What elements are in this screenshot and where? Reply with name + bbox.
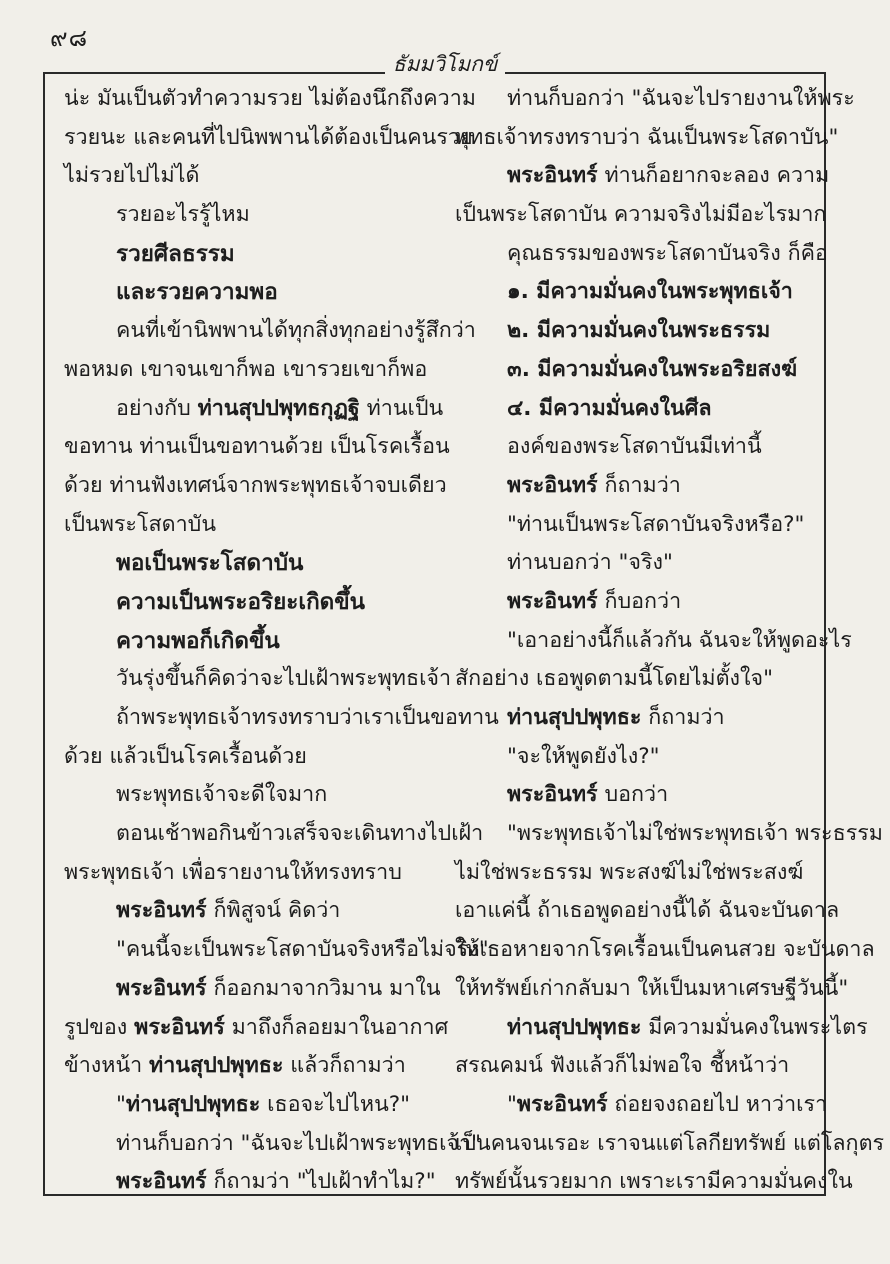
text-line: ขอทาน ท่านเป็นขอทานด้วย เป็นโรคเรื้อน <box>64 434 450 460</box>
text-line: รวยนะ และคนที่ไปนิพพานได้ต้องเป็นคนรวย <box>64 124 473 150</box>
text-line: ท่านก็บอกว่า "ฉันจะไปรายงานให้พระ <box>507 86 855 111</box>
text-line: "เอาอย่างนี้ก็แล้วกัน ฉันจะให้พูดอะไร <box>507 627 852 653</box>
text-line: พุทธเจ้าทรงทราบว่า ฉันเป็นพระโสดาบัน" <box>455 124 839 150</box>
text-line: คนที่เข้านิพพานได้ทุกสิ่งทุกอย่างรู้สึกว่า <box>116 318 476 344</box>
text-segment: " <box>116 1091 126 1117</box>
text-segment: แล้วก็ถามว่า <box>283 1053 406 1079</box>
text-line: ไม่ใช่พระธรรม พระสงฆ์ไม่ใช่พระสงฆ์ <box>455 859 804 885</box>
running-head-text: ธัมมวิโมกข์ <box>385 52 506 76</box>
text-segment: ก็ถามว่า <box>641 705 725 730</box>
text-segment: " <box>507 1091 517 1117</box>
text-line: ไม่รวยไปไม่ได้ <box>64 163 200 189</box>
text-line: น่ะ มันเป็นตัวทำความรวย ไม่ต้องนึกถึงความ <box>64 86 476 111</box>
text-line: ท่านก็บอกว่า "ฉันจะไปเฝ้าพระพุทธเจ้า" <box>116 1130 482 1156</box>
text-line: รวยอะไรรู้ไหม <box>116 202 250 228</box>
text-line: ท่านบอกว่า "จริง" <box>507 550 673 576</box>
text-line <box>64 1009 449 1048</box>
bold-name: พระอินทร์ <box>116 1169 207 1195</box>
text-line <box>455 157 830 196</box>
text-line: คุณธรรมของพระโสดาบันจริง ก็คือ <box>507 240 828 266</box>
text-segment: มีความมั่นคงในพระไตร <box>641 1014 868 1040</box>
bold-name: พระอินทร์ <box>516 1091 608 1117</box>
text-line: ตอนเช้าพอกินข้าวเสร็จจะเดินทางไปเฝ้า <box>116 821 484 847</box>
text-line: สักอย่าง เธอพูดตามนี้โดยไม่ตั้งใจ" <box>455 666 774 692</box>
text-line: ๑. มีความมั่นคงในพระพุทธเจ้า <box>507 279 793 305</box>
text-line: "คนนี้จะเป็นพระโสดาบันจริงหรือไม่จริง" <box>116 937 489 963</box>
text-segment: ก็ถามว่า <box>597 472 681 498</box>
text-segment: ข้างหน้า <box>64 1053 150 1079</box>
left-column <box>64 80 499 1202</box>
text-segment: บอกว่า <box>597 782 669 808</box>
text-line: ๓. มีความมั่นคงในพระอริยสงฆ์ <box>507 356 798 382</box>
text-line: และรวยความพอ <box>116 279 278 306</box>
text-line: พอเป็นพระโสดาบัน <box>116 550 304 577</box>
text-line <box>455 583 815 622</box>
text-line: "พระพุทธเจ้าไม่ใช่พระพุทธเจ้า พระธรรม <box>507 821 883 847</box>
text-line: เป็นพระโสดาบัน ความจริงไม่มีอะไรมาก <box>455 202 827 228</box>
text-line: "ท่านเป็นพระโสดาบันจริงหรือ?" <box>507 511 805 537</box>
text-line <box>455 776 815 815</box>
bold-name: ท่านสุปปพุทธะ <box>507 1014 642 1040</box>
text-line: ถ้าพระพุทธเจ้าทรงทราบว่าเราเป็นขอทาน <box>116 705 499 730</box>
bold-name: พระอินทร์ <box>507 472 598 498</box>
bold-name: พระอินทร์ <box>134 1014 225 1040</box>
text-line: วันรุ่งขึ้นก็คิดว่าจะไปเฝ้าพระพุทธเจ้า <box>116 666 452 692</box>
text-line: ๔. มีความมั่นคงในศีล <box>507 395 712 421</box>
text-line: ความพอก็เกิดขึ้น <box>116 627 280 654</box>
text-line <box>455 1086 828 1125</box>
bold-name: ท่านสุปปพุทธะ <box>507 705 642 730</box>
text-segment: ท่านเป็น <box>359 395 444 421</box>
right-column <box>455 80 885 1202</box>
text-line: เอาแค่นี้ ถ้าเธอพูดอย่างนี้ได้ ฉันจะบันดาล <box>455 898 840 924</box>
text-line: ความเป็นพระอริยะเกิดขึ้น <box>116 588 366 615</box>
text-line: พระพุทธเจ้า เพื่อรายงานให้ทรงทราบ <box>64 859 402 885</box>
page-number: ๙๘ <box>50 24 89 52</box>
text-line: พอหมด เขาจนเขาก็พอ เขารวยเขาก็พอ <box>64 356 428 382</box>
bold-name: ท่านสุปปพุทธะ <box>125 1091 261 1117</box>
text-line: รวยศีลธรรม <box>116 240 235 267</box>
text-line <box>64 970 444 1009</box>
text-line <box>455 699 815 738</box>
text-line: เป็นคนจนเรอะ เราจนแต่โลกียทรัพย์ แต่โลกุตร <box>455 1130 885 1156</box>
text-line <box>64 1163 444 1202</box>
bold-name: พระอินทร์ <box>116 975 207 1001</box>
text-line <box>64 1047 444 1086</box>
text-line: พระพุทธเจ้าจะดีใจมาก <box>116 782 328 808</box>
text-line: "จะให้พูดยังไง?" <box>507 743 660 769</box>
text-segment: ก็ออกมาจากวิมาน มาใน <box>206 975 441 1001</box>
text-line <box>455 467 815 506</box>
text-segment: อย่างกับ <box>116 395 198 421</box>
text-segment: ก็บอกว่า <box>597 588 682 614</box>
text-segment: ท่านก็อยากจะลอง ความ <box>597 163 830 189</box>
bold-name: พระอินทร์ <box>507 782 598 808</box>
running-head <box>0 48 890 81</box>
text-line <box>64 892 444 931</box>
text-line <box>455 1009 868 1048</box>
bold-name: พระอินทร์ <box>116 898 207 924</box>
text-segment: ก็ถามว่า "ไปเฝ้าทำไม?" <box>206 1169 436 1195</box>
text-segment: มาถึงก็ลอยมาในอากาศ <box>224 1014 449 1040</box>
text-segment: ก็พิสูจน์ คิดว่า <box>206 898 341 924</box>
text-line: ทรัพย์นั้นรวยมาก เพราะเรามีความมั่นคงใน <box>455 1169 853 1195</box>
text-line: สรณคมน์ ฟังแล้วก็ไม่พอใจ ชี้หน้าว่า <box>455 1053 790 1079</box>
text-line: ให้ทรัพย์เก่ากลับมา ให้เป็นมหาเศรษฐีวันนี้" <box>455 975 849 1001</box>
bold-name: ท่านสุปปพุทธกุฏฐิ <box>197 395 360 421</box>
text-segment: เธอจะไปไหน?" <box>260 1091 411 1117</box>
text-line: ๒. มีความมั่นคงในพระธรรม <box>507 318 771 344</box>
text-line: องค์ของพระโสดาบันมีเท่านี้ <box>507 434 762 460</box>
text-segment: รูปของ <box>64 1014 135 1040</box>
text-line: ให้เธอหายจากโรคเรื้อนเป็นคนสวย จะบันดาล <box>455 937 875 963</box>
text-line: เป็นพระโสดาบัน <box>64 511 217 537</box>
text-line <box>64 1086 444 1125</box>
text-segment: ถ่อยจงถอยไป หาว่าเรา <box>607 1091 828 1117</box>
text-line: ด้วย แล้วเป็นโรคเรื้อนด้วย <box>64 743 307 769</box>
bold-name: พระอินทร์ <box>507 588 598 614</box>
bold-name: พระอินทร์ <box>507 163 598 189</box>
text-line <box>64 390 444 429</box>
text-line: ด้วย ท่านฟังเทศน์จากพระพุทธเจ้าจบเดียว <box>64 472 447 498</box>
bold-name: ท่านสุปปพุทธะ <box>149 1053 284 1079</box>
